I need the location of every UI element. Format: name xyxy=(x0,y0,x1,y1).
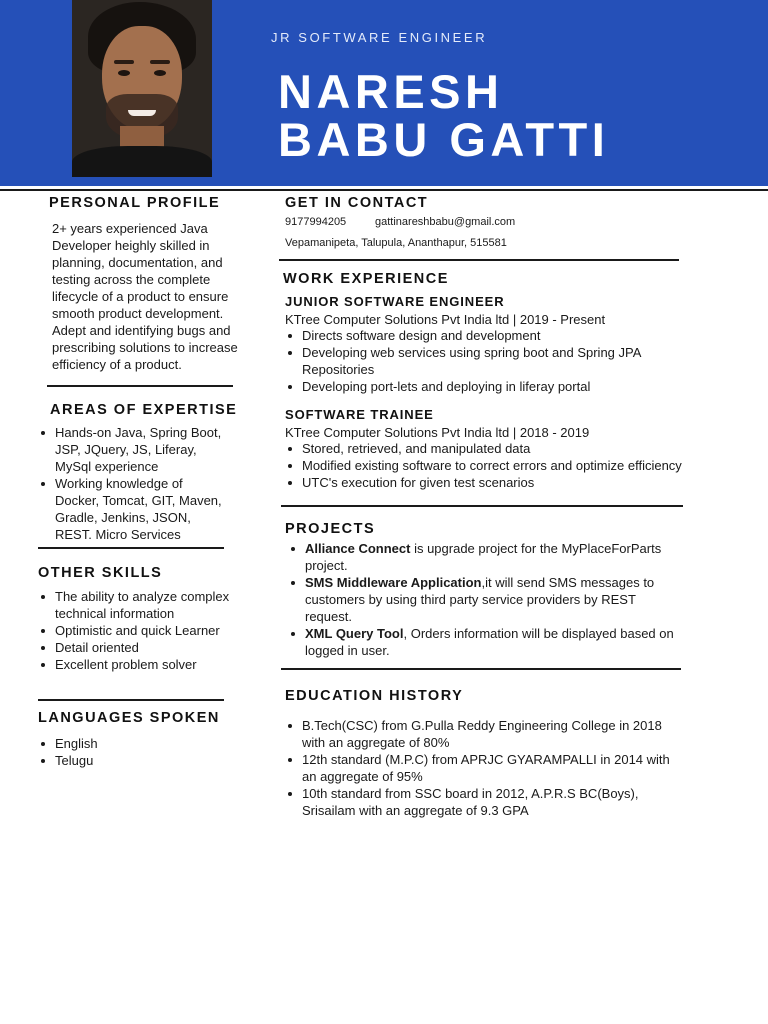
project-item xyxy=(288,625,680,659)
expertise-list xyxy=(38,424,230,543)
section-divider xyxy=(281,668,681,670)
expertise-item: Working knowledge of Docker, Tomcat, GIT, Maven, Gradle, Jenkins, JSON, REST. Micro Services xyxy=(38,475,230,543)
section-divider xyxy=(38,699,224,701)
job-duty-item: Developing port-lets and deploying in liferay portal xyxy=(285,378,665,395)
contact-heading: GET IN CONTACT xyxy=(285,195,429,211)
languages-list xyxy=(38,735,230,769)
project-name: SMS Middleware Application xyxy=(305,575,482,590)
projects-list xyxy=(288,540,680,659)
section-divider xyxy=(279,259,679,261)
contact-email: gattinareshbabu@gmail.com xyxy=(375,216,516,228)
project-description: is upgrade project for the MyPlaceForParts project. xyxy=(305,541,662,573)
job-company-1: KTree Computer Solutions Pvt India ltd | 2019 - Present xyxy=(285,312,606,327)
languages-heading: LANGUAGES SPOKEN xyxy=(38,710,220,726)
full-name xyxy=(278,65,610,166)
job-title: JR SOFTWARE ENGINEER xyxy=(271,30,488,45)
skill-item: The ability to analyze complex technical information xyxy=(38,588,230,622)
expertise-item: Hands-on Java, Spring Boot, JSP, JQuery, JS, Liferay, MySql experience xyxy=(38,424,230,475)
contact-address: Vepamanipeta, Talupula, Ananthapur, 515581 xyxy=(285,237,507,249)
expertise-heading: AREAS OF EXPERTISE xyxy=(50,402,238,418)
education-item: 12th standard (M.P.C) from APRJC GYARAMPALLI in 2014 with an aggregate of 95% xyxy=(285,751,680,785)
job-duty-item: Modified existing software to correct errors and optimize efficiency xyxy=(285,457,685,474)
job-company-2: KTree Computer Solutions Pvt India ltd | 2018 - 2019 xyxy=(285,425,590,440)
work-heading: WORK EXPERIENCE xyxy=(283,271,449,287)
projects-heading: PROJECTS xyxy=(285,521,376,537)
project-description: , Orders information will be displayed based on logged in user. xyxy=(305,626,674,658)
job-duties-2 xyxy=(285,440,685,491)
job-duty-item: Stored, retrieved, and manipulated data xyxy=(285,440,685,457)
job-duty-item: Developing web services using spring boot and Spring JPA Repositories xyxy=(285,344,665,378)
project-description: ,it will send SMS messages to customers by using third party service providers by REST request. xyxy=(305,575,655,624)
language-item: Telugu xyxy=(38,752,230,769)
section-divider xyxy=(47,385,233,387)
education-item: B.Tech(CSC) from G.Pulla Reddy Engineering College in 2018 with an aggregate of 80% xyxy=(285,717,680,751)
project-item xyxy=(288,574,680,625)
contact-phone: 9177994205 xyxy=(285,216,347,228)
header-divider xyxy=(0,189,768,191)
section-divider xyxy=(281,505,683,507)
skill-item: Optimistic and quick Learner xyxy=(38,622,230,639)
project-name: Alliance Connect xyxy=(305,541,411,556)
skill-item: Excellent problem solver xyxy=(38,656,230,673)
other-skills-list xyxy=(38,588,230,673)
job-title-1: JUNIOR SOFTWARE ENGINEER xyxy=(285,294,505,309)
other-skills-heading: OTHER SKILLS xyxy=(38,565,163,581)
education-list xyxy=(285,717,680,819)
name-line-2: BABU GATTI xyxy=(278,113,610,166)
profile-photo xyxy=(72,0,212,177)
education-heading: EDUCATION HISTORY xyxy=(285,688,464,704)
skill-item: Detail oriented xyxy=(38,639,230,656)
job-duty-item: UTC's execution for given test scenarios xyxy=(285,474,685,491)
section-divider xyxy=(38,547,224,549)
personal-profile-heading: PERSONAL PROFILE xyxy=(49,195,221,211)
job-title-2: SOFTWARE TRAINEE xyxy=(285,407,434,422)
language-item: English xyxy=(38,735,230,752)
project-name: XML Query Tool xyxy=(305,626,404,641)
job-duty-item: Directs software design and development xyxy=(285,327,665,344)
project-item xyxy=(288,540,680,574)
education-item: 10th standard from SSC board in 2012, A.P.R.S BC(Boys), Srisailam with an aggregate of 9.3 GPA xyxy=(285,785,680,819)
personal-profile-text: 2+ years experienced Java Developer heighly skilled in planning, documentation, and testing across the complete lifecycle of a product to ensure smooth product development. Adept and identifying bugs and prescribing solutions to increase efficiency of a product. xyxy=(52,221,238,372)
job-duties-1 xyxy=(285,327,665,395)
name-line-1: NARESH xyxy=(278,65,504,118)
